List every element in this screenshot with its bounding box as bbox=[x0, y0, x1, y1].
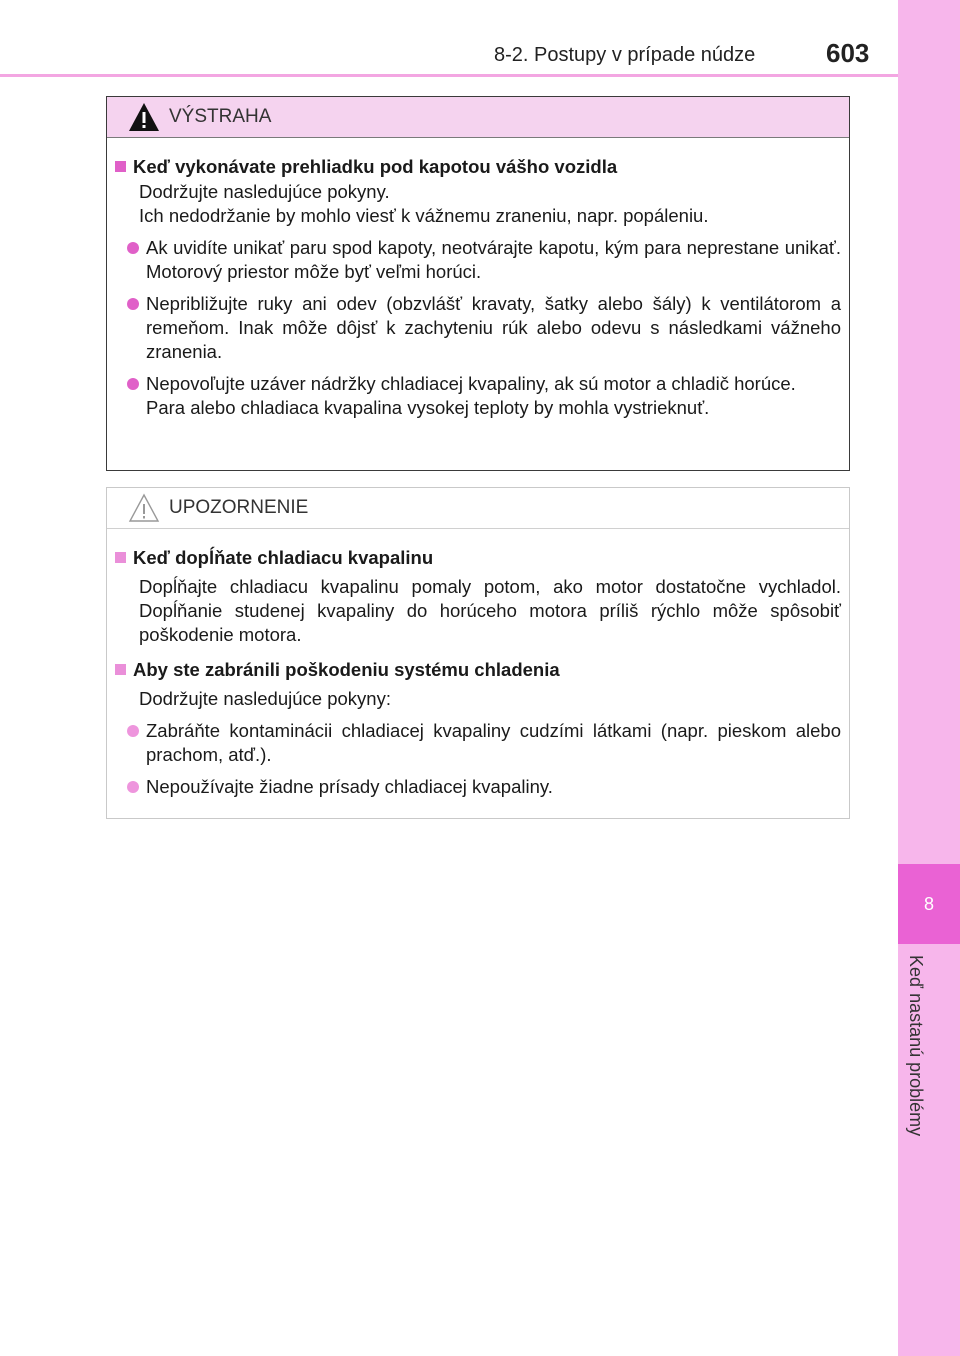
chapter-number: 8 bbox=[898, 864, 960, 944]
round-bullet-icon bbox=[127, 725, 139, 737]
item-text: Dodržujte nasledujúce pokyny: bbox=[139, 688, 391, 709]
round-bullet-icon bbox=[127, 378, 139, 390]
list-item: Nepovoľujte uzáver nádržky chladiacej kvapaliny, ak sú motor a chladič horúce. Para alebo chladiaca kvapalina vysokej teploty by mohla vystrieknuť. bbox=[113, 372, 841, 420]
warning-label: VÝSTRAHA bbox=[169, 106, 272, 127]
square-bullet-icon bbox=[115, 664, 126, 675]
bullet-list bbox=[113, 236, 841, 420]
list-item: Zabráňte kontaminácii chladiacej kvapaliny cudzími látkami (napr. pieskom alebo prachom, atď.). bbox=[113, 719, 841, 767]
round-bullet-icon bbox=[127, 781, 139, 793]
list-item: Nepribližujte ruky ani odev (obzvlášť kravaty, šatky alebo šály) k ventilátorom a remeňom. Inak môže dôjsť k zachyteniu rúk alebo odevu s následkami vážneho zranenia. bbox=[113, 292, 841, 364]
warning-box bbox=[106, 96, 850, 471]
page-number: 603 bbox=[826, 38, 870, 68]
round-bullet-icon bbox=[127, 242, 139, 254]
chapter-title: Keď nastanú problémy bbox=[906, 955, 926, 1137]
warning-header bbox=[107, 97, 849, 138]
warning-body bbox=[107, 138, 849, 420]
square-bullet-icon bbox=[115, 161, 126, 172]
item-title: Keď vykonávate prehliadku pod kapotou vášho vozidla bbox=[113, 154, 841, 180]
caution-item bbox=[113, 657, 841, 799]
caution-box bbox=[106, 487, 850, 819]
item-title: Keď dopĺňate chladiacu kvapalinu bbox=[113, 545, 841, 571]
bullet-list bbox=[113, 719, 841, 799]
round-bullet-icon bbox=[127, 298, 139, 310]
caution-body bbox=[107, 529, 849, 799]
list-item: Ak uvidíte unikať paru spod kapoty, neotvárajte kapotu, kým para neprestane unikať. Motorový priestor môže byť veľmi horúci. bbox=[113, 236, 841, 284]
caution-header bbox=[107, 488, 849, 529]
caution-label: UPOZORNENIE bbox=[169, 497, 309, 518]
side-tab bbox=[898, 0, 960, 1356]
section-title: 8-2. Postupy v prípade núdze bbox=[494, 44, 756, 66]
warning-item bbox=[113, 154, 841, 420]
header-divider bbox=[0, 74, 898, 77]
caution-triangle-icon bbox=[127, 492, 161, 524]
caution-item bbox=[113, 545, 841, 647]
list-item: Nepoužívajte žiadne prísady chladiacej kvapaliny. bbox=[113, 775, 841, 799]
warning-triangle-icon bbox=[127, 101, 161, 133]
square-bullet-icon bbox=[115, 552, 126, 563]
item-text: Dopĺňajte chladiacu kvapalinu pomaly potom, ako motor dostatočne vychladol. Dopĺňanie studenej kvapaliny do horúceho motora príliš rýchlo môže spôsobiť poškodenie motora. bbox=[139, 576, 841, 645]
item-text: Dodržujte nasledujúce pokyny. Ich nedodržanie by mohlo viesť k vážnemu zraneniu, napr. popáleniu. bbox=[139, 181, 709, 226]
item-title: Aby ste zabránili poškodeniu systému chladenia bbox=[113, 657, 841, 683]
